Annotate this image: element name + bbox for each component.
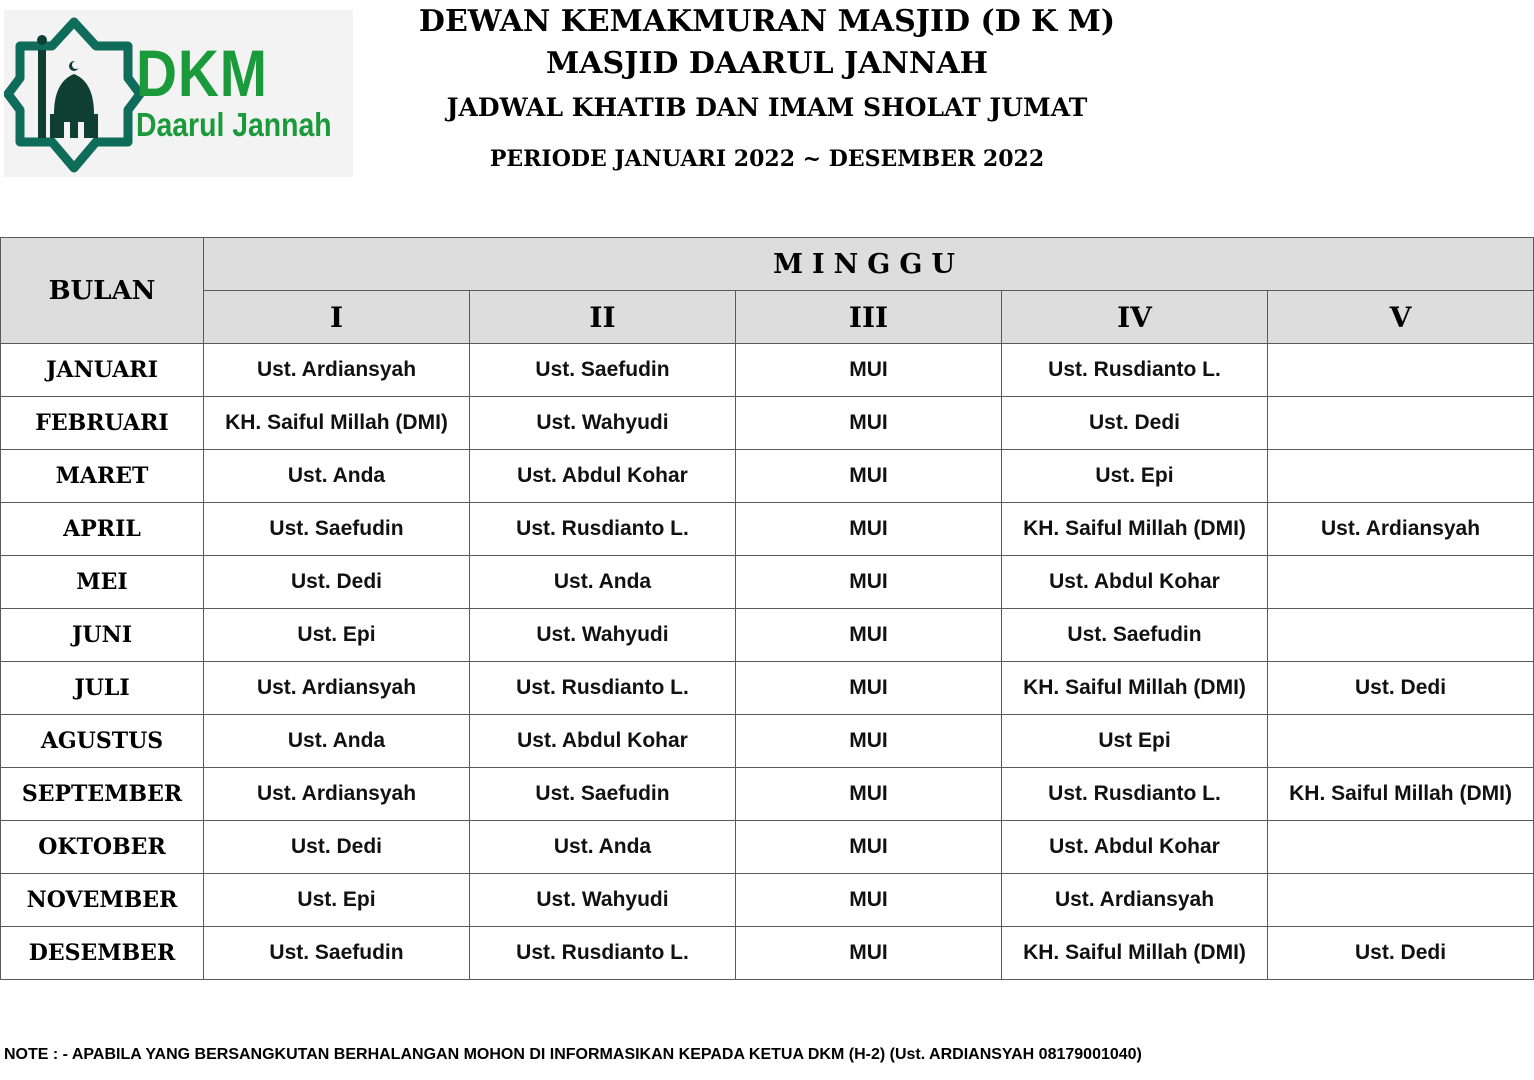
preacher-cell: Ust. Saefudin: [1002, 609, 1268, 662]
preacher-cell: Ust. Dedi: [1268, 927, 1534, 980]
preacher-cell: Ust. Ardiansyah: [204, 662, 470, 715]
preacher-cell: Ust. Ardiansyah: [1002, 874, 1268, 927]
preacher-cell: Ust. Dedi: [1002, 397, 1268, 450]
preacher-cell: Ust. Abdul Kohar: [1002, 821, 1268, 874]
preacher-cell: Ust. Rusdianto L.: [470, 927, 736, 980]
preacher-cell: Ust. Abdul Kohar: [470, 715, 736, 768]
preacher-cell: MUI: [736, 344, 1002, 397]
preacher-cell: Ust. Anda: [204, 450, 470, 503]
preacher-cell: Ust. Epi: [204, 874, 470, 927]
preacher-cell: Ust. Abdul Kohar: [470, 450, 736, 503]
preacher-cell: [1268, 821, 1534, 874]
month-cell: JUNI: [1, 609, 204, 662]
preacher-cell: Ust. Anda: [470, 556, 736, 609]
preacher-cell: MUI: [736, 821, 1002, 874]
schedule-table: [0, 237, 1534, 980]
preacher-cell: Ust. Wahyudi: [470, 874, 736, 927]
table-row: [1, 503, 1534, 556]
preacher-cell: Ust. Ardiansyah: [204, 344, 470, 397]
preacher-cell: [1268, 397, 1534, 450]
preacher-cell: Ust. Saefudin: [204, 927, 470, 980]
preacher-cell: Ust. Rusdianto L.: [470, 662, 736, 715]
preacher-cell: MUI: [736, 450, 1002, 503]
schedule-body: [1, 344, 1534, 980]
logo-brand-text: DKM: [136, 36, 268, 110]
preacher-cell: Ust Epi: [1002, 715, 1268, 768]
logo-subtitle-text: Daarul Jannah: [136, 106, 332, 143]
preacher-cell: Ust. Dedi: [1268, 662, 1534, 715]
month-cell: JULI: [1, 662, 204, 715]
table-row: [1, 662, 1534, 715]
preacher-cell: Ust. Dedi: [204, 556, 470, 609]
table-row: [1, 609, 1534, 662]
table-row: [1, 715, 1534, 768]
preacher-cell: Ust. Saefudin: [470, 344, 736, 397]
preacher-cell: Ust. Rusdianto L.: [1002, 768, 1268, 821]
preacher-cell: MUI: [736, 556, 1002, 609]
table-row: [1, 821, 1534, 874]
preacher-cell: MUI: [736, 609, 1002, 662]
preacher-cell: Ust. Saefudin: [204, 503, 470, 556]
month-cell: APRIL: [1, 503, 204, 556]
month-cell: SEPTEMBER: [1, 768, 204, 821]
preacher-cell: [1268, 609, 1534, 662]
preacher-cell: [1268, 344, 1534, 397]
preacher-cell: MUI: [736, 503, 1002, 556]
month-cell: DESEMBER: [1, 927, 204, 980]
preacher-cell: [1268, 715, 1534, 768]
month-cell: NOVEMBER: [1, 874, 204, 927]
preacher-cell: Ust. Dedi: [204, 821, 470, 874]
month-cell: MARET: [1, 450, 204, 503]
preacher-cell: KH. Saiful Millah (DMI): [204, 397, 470, 450]
table-row: [1, 768, 1534, 821]
preacher-cell: [1268, 874, 1534, 927]
preacher-cell: Ust. Rusdianto L.: [470, 503, 736, 556]
month-cell: OKTOBER: [1, 821, 204, 874]
preacher-cell: Ust. Anda: [204, 715, 470, 768]
table-row: [1, 344, 1534, 397]
preacher-cell: MUI: [736, 715, 1002, 768]
preacher-cell: Ust. Wahyudi: [470, 609, 736, 662]
preacher-cell: Ust. Abdul Kohar: [1002, 556, 1268, 609]
preacher-cell: MUI: [736, 874, 1002, 927]
preacher-cell: Ust. Ardiansyah: [204, 768, 470, 821]
mosque-title: MASJID DAARUL JANNAH: [546, 46, 988, 81]
week-column-header: I: [204, 291, 470, 344]
preacher-cell: MUI: [736, 397, 1002, 450]
preacher-cell: Ust. Wahyudi: [470, 397, 736, 450]
month-cell: MEI: [1, 556, 204, 609]
preacher-cell: MUI: [736, 927, 1002, 980]
preacher-cell: [1268, 556, 1534, 609]
preacher-cell: Ust. Anda: [470, 821, 736, 874]
table-row: [1, 556, 1534, 609]
table-row: [1, 450, 1534, 503]
period-title: PERIODE JANUARI 2022 ~ DESEMBER 2022: [489, 146, 1045, 172]
table-row: [1, 927, 1534, 980]
month-cell: JANUARI: [1, 344, 204, 397]
preacher-cell: KH. Saiful Millah (DMI): [1002, 927, 1268, 980]
schedule-title: JADWAL KHATIB DAN IMAM SHOLAT JUMAT: [446, 93, 1088, 122]
month-column-header: BULAN: [1, 238, 204, 344]
month-cell: FEBRUARI: [1, 397, 204, 450]
preacher-cell: Ust. Saefudin: [470, 768, 736, 821]
table-row: [1, 874, 1534, 927]
month-cell: AGUSTUS: [1, 715, 204, 768]
week-group-header: MINGGU: [204, 238, 1534, 291]
preacher-cell: Ust. Ardiansyah: [1268, 503, 1534, 556]
week-column-header: III: [736, 291, 1002, 344]
preacher-cell: Ust. Epi: [204, 609, 470, 662]
preacher-cell: KH. Saiful Millah (DMI): [1002, 503, 1268, 556]
preacher-cell: [1268, 450, 1534, 503]
week-column-header: V: [1268, 291, 1534, 344]
preacher-cell: Ust. Rusdianto L.: [1002, 344, 1268, 397]
preacher-cell: KH. Saiful Millah (DMI): [1268, 768, 1534, 821]
preacher-cell: MUI: [736, 662, 1002, 715]
week-column-header: IV: [1002, 291, 1268, 344]
preacher-cell: MUI: [736, 768, 1002, 821]
preacher-cell: KH. Saiful Millah (DMI): [1002, 662, 1268, 715]
footer-note: NOTE : - APABILA YANG BERSANGKUTAN BERHALANGAN MOHON DI INFORMASIKAN KEPADA KETUA DKM (H-2) (Ust. ARDIANSYAH 08179001040): [4, 1046, 1142, 1063]
table-row: [1, 397, 1534, 450]
preacher-cell: Ust. Epi: [1002, 450, 1268, 503]
week-column-header: II: [470, 291, 736, 344]
org-title: DEWAN KEMAKMURAN MASJID (D K M): [418, 4, 1116, 39]
